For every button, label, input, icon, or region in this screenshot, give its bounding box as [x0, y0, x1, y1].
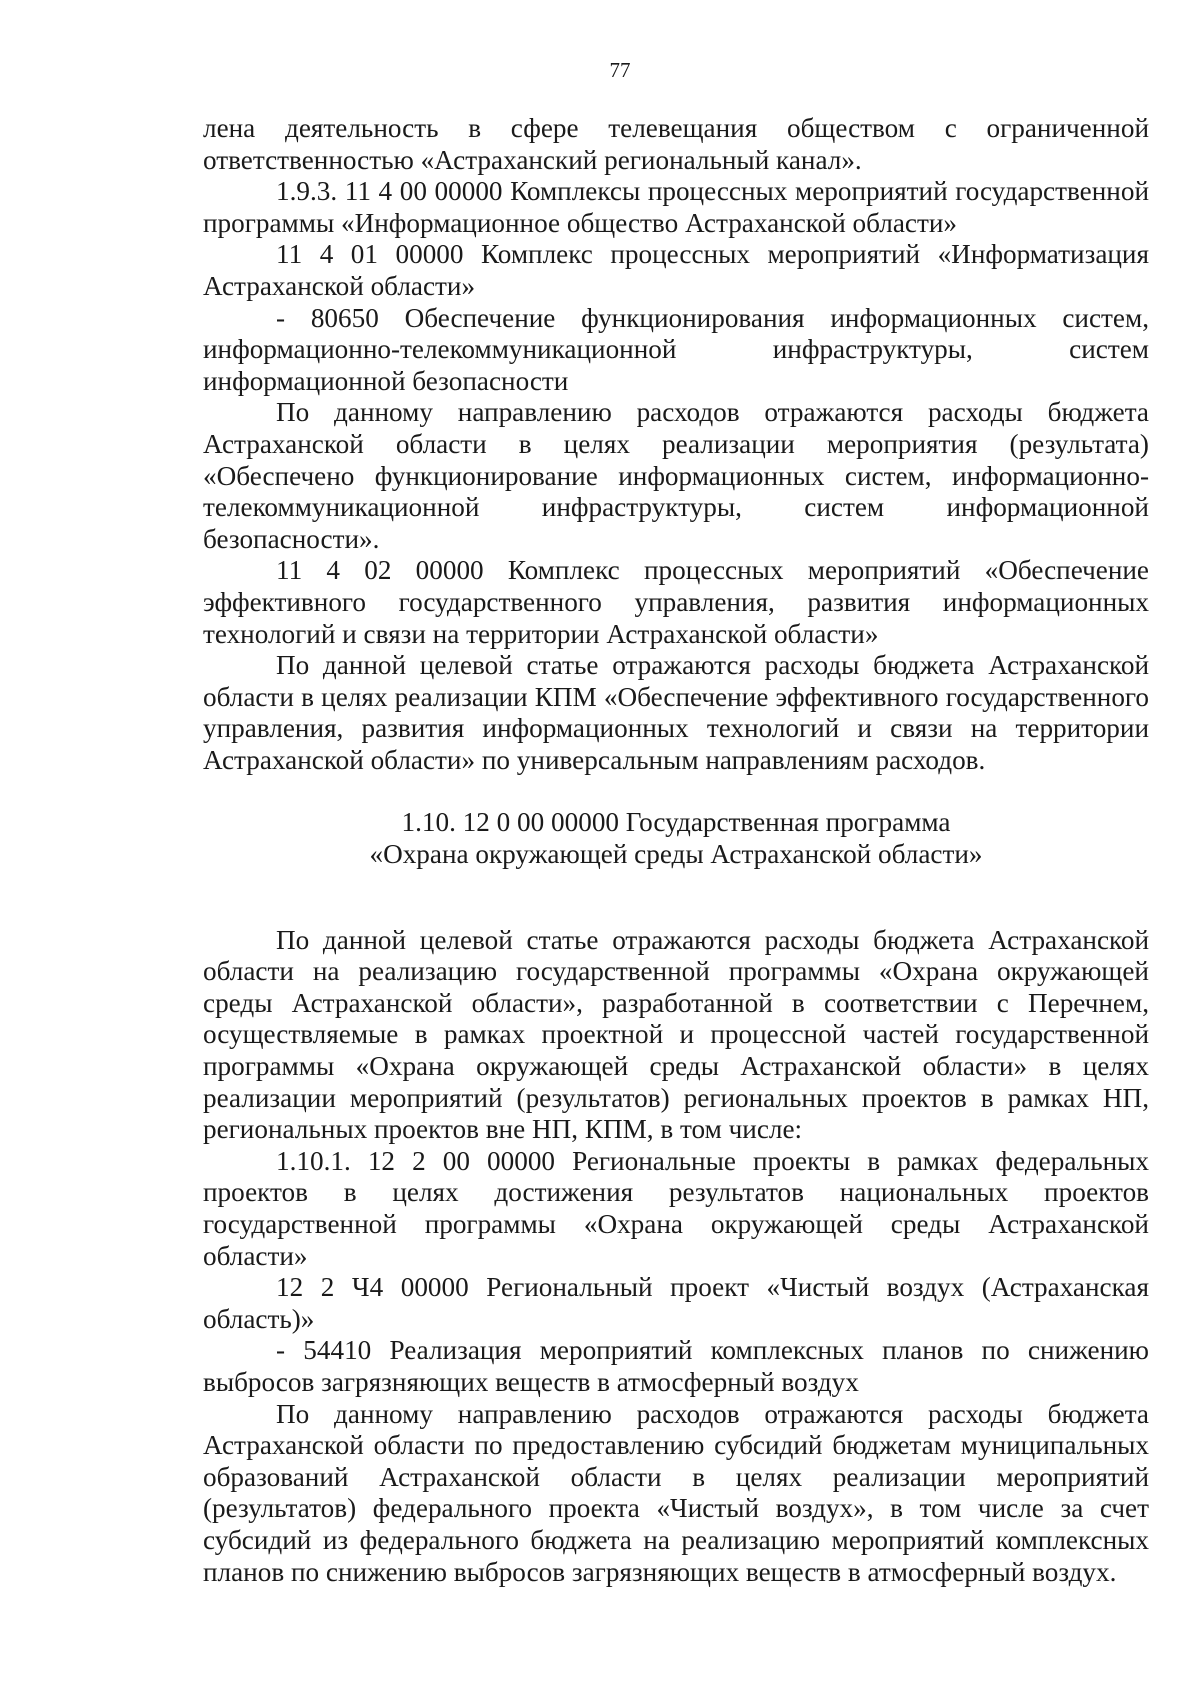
expense-54410-description: По данному направлению расходов отражаются расходы бюджета Астраханской области по предоставлению субсидий бюджетам муниципальных образований Астраханской области в целях реализации мероприятий (результатов) федерального проекта «Чистый воздух», в том числе за счет субсидий из федерального бюджета на реализацию мероприятий комплексных планов по снижению выбросов загрязняющих веществ в атмосферный воздух.: [203, 1398, 1149, 1587]
paragraph-continuation: лена деятельность в сфере телевещания обществом с ограниченной ответственностью «Астраханский региональный канал».: [203, 113, 1149, 175]
expense-54410-title: - 54410 Реализация мероприятий комплексных планов по снижению выбросов загрязняющих веществ в атмосферный воздух: [203, 1335, 1149, 1397]
section-1-10-heading: [203, 807, 1149, 870]
expense-80650-title: - 80650 Обеспечение функционирования информационных систем, информационно-телекоммуникационной инфраструктуры, систем информационной безопасности: [203, 302, 1149, 396]
section-heading-line-1: 1.10. 12 0 00 00000 Государственная программа: [401, 807, 951, 838]
page-number: 77: [609, 58, 631, 82]
section-1-10-1-title: 1.10.1. 12 2 00 00000 Региональные проекты в рамках федеральных проектов в целях достижения результатов национальных проектов государственной программы «Охрана окружающей среды Астраханской области»: [203, 1145, 1149, 1271]
document-body: [203, 113, 1149, 1588]
kpm-informatization-title: 11 4 01 00000 Комплекс процессных мероприятий «Информатизация Астраханской области»: [203, 239, 1149, 301]
kpm-governance-title: 11 4 02 00000 Комплекс процессных мероприятий «Обеспечение эффективного государственного управления, развития информационных технологий и связи на территории Астраханской области»: [203, 555, 1149, 649]
expense-80650-description: По данному направлению расходов отражаются расходы бюджета Астраханской области в целях реализации мероприятия (результата) «Обеспечено функционирование информационных систем, информационно-телекоммуникационной инфраструктуры, систем информационной безопасности».: [203, 397, 1149, 554]
regional-project-clean-air-title: 12 2 Ч4 00000 Региональный проект «Чистый воздух (Астраханская область)»: [203, 1272, 1149, 1334]
kpm-governance-description: По данной целевой статье отражаются расходы бюджета Астраханской области в целях реализации КПМ «Обеспечение эффективного государственного управления, развития информационных технологий и связи на территории Астраханской области» по универсальным направлениям расходов.: [203, 650, 1149, 775]
section-heading-line-2: «Охрана окружающей среды Астраханской области»: [369, 839, 983, 870]
section-1-9-3-title: 1.9.3. 11 4 00 00000 Комплексы процессных мероприятий государственной программы «Информационное общество Астраханской области»: [203, 176, 1149, 238]
program-description: По данной целевой статье отражаются расходы бюджета Астраханской области на реализацию государственной программы «Охрана окружающей среды Астраханской области», разработанной в соответствии с Перечнем, осуществляемые в рамках проектной и процессной частей государственной программы «Охрана окружающей среды Астраханской области» в целях реализации мероприятий (результатов) региональных проектов в рамках НП, региональных проектов вне НП, КПМ, в том числе:: [203, 924, 1149, 1145]
